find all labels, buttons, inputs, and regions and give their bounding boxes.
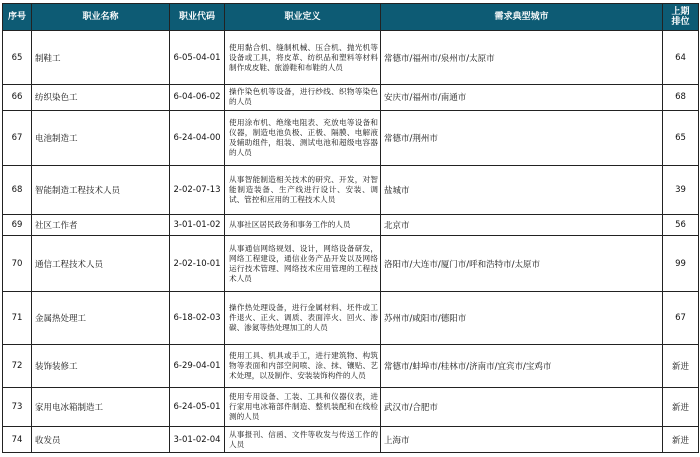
cell-name: 家用电冰箱制造工 bbox=[32, 388, 170, 427]
cell-rank: 64 bbox=[663, 31, 699, 85]
cell-code: 6-18-02-03 bbox=[170, 292, 225, 344]
header-code: 职业代码 bbox=[170, 4, 225, 31]
table-header-row bbox=[3, 4, 699, 31]
cell-no: 65 bbox=[3, 31, 32, 85]
cell-cities: 常德市/蚌埠市/桂林市/济南市/宜宾市/宝鸡市 bbox=[381, 344, 663, 388]
table-row bbox=[3, 31, 699, 85]
cell-rank: 39 bbox=[663, 165, 699, 214]
cell-no: 69 bbox=[3, 214, 32, 235]
cell-rank: 新进 bbox=[663, 388, 699, 427]
cell-definition: 从事报刊、信函、文件等收发与传送工作的人员 bbox=[225, 427, 381, 453]
cell-name: 装饰装修工 bbox=[32, 344, 170, 388]
occupation-table bbox=[2, 3, 699, 453]
table-row bbox=[3, 427, 699, 453]
cell-no: 70 bbox=[3, 236, 32, 292]
cell-definition: 从事通信网络规划、设计，网络设备研发，网络工程建设，通信业务产品开发以及网络运行技术管理、网络技术应用管理的工程技术人员 bbox=[225, 236, 381, 292]
header-no: 序号 bbox=[3, 4, 32, 31]
cell-no: 66 bbox=[3, 85, 32, 111]
cell-cities: 北京市 bbox=[381, 214, 663, 235]
header-name: 职业名称 bbox=[32, 4, 170, 31]
cell-cities: 苏州市/咸阳市/德阳市 bbox=[381, 292, 663, 344]
cell-name: 收发员 bbox=[32, 427, 170, 453]
cell-cities: 上海市 bbox=[381, 427, 663, 453]
cell-name: 纺织染色工 bbox=[32, 85, 170, 111]
table-row bbox=[3, 85, 699, 111]
cell-code: 2-02-10-01 bbox=[170, 236, 225, 292]
cell-no: 68 bbox=[3, 165, 32, 214]
cell-code: 6-05-04-01 bbox=[170, 31, 225, 85]
cell-cities: 常德市/荆州市 bbox=[381, 110, 663, 165]
cell-name: 通信工程技术人员 bbox=[32, 236, 170, 292]
cell-rank: 99 bbox=[663, 236, 699, 292]
cell-rank: 67 bbox=[663, 292, 699, 344]
cell-definition: 操作染色机等设备，进行纱线、织物等染色的人员 bbox=[225, 85, 381, 111]
cell-name: 社区工作者 bbox=[32, 214, 170, 235]
cell-name: 制鞋工 bbox=[32, 31, 170, 85]
cell-name: 金属热处理工 bbox=[32, 292, 170, 344]
cell-no: 71 bbox=[3, 292, 32, 344]
cell-code: 3-01-01-02 bbox=[170, 214, 225, 235]
cell-code: 6-29-04-01 bbox=[170, 344, 225, 388]
cell-definition: 从事智能制造相关技术的研究、开发，对智能制造装备、生产线进行设计、安装、调试、管控和应用的工程技术人员 bbox=[225, 165, 381, 214]
cell-code: 6-24-05-01 bbox=[170, 388, 225, 427]
cell-rank: 65 bbox=[663, 110, 699, 165]
cell-code: 6-04-06-02 bbox=[170, 85, 225, 111]
cell-cities: 洛阳市/大连市/厦门市/呼和浩特市/太原市 bbox=[381, 236, 663, 292]
table-row bbox=[3, 292, 699, 344]
cell-rank: 56 bbox=[663, 214, 699, 235]
cell-cities: 武汉市/合肥市 bbox=[381, 388, 663, 427]
cell-no: 74 bbox=[3, 427, 32, 453]
cell-definition: 使用专用设备、工装、工具和仪器仪表，进行家用电冰箱部件制造、整机装配和在线检测的人员 bbox=[225, 388, 381, 427]
header-rank: 上期 排位 bbox=[663, 4, 699, 31]
cell-code: 6-24-04-00 bbox=[170, 110, 225, 165]
cell-no: 67 bbox=[3, 110, 32, 165]
header-definition: 职业定义 bbox=[225, 4, 381, 31]
cell-cities: 常德市/福州市/泉州市/太原市 bbox=[381, 31, 663, 85]
header-cities: 需求典型城市 bbox=[381, 4, 663, 31]
table-row bbox=[3, 236, 699, 292]
cell-rank: 新进 bbox=[663, 427, 699, 453]
table-row bbox=[3, 388, 699, 427]
cell-definition: 使用工具、机具或手工，进行建筑物、构筑物等表面和内部空间喷、涂、抹、镶贴、艺术处理，以及制作、安装装饰构件的人员 bbox=[225, 344, 381, 388]
cell-name: 智能制造工程技术人员 bbox=[32, 165, 170, 214]
cell-no: 72 bbox=[3, 344, 32, 388]
cell-cities: 安庆市/福州市/南通市 bbox=[381, 85, 663, 111]
table-row bbox=[3, 165, 699, 214]
cell-definition: 使用涂布机、绝缘电阻表、充放电等设备和仪器，制造电池负极、正极、隔膜、电解液及辅助组件，组装、测试电池和超级电容器的人员 bbox=[225, 110, 381, 165]
cell-definition: 使用黏合机、缝制机械、压合机、抛光机等设备或工具，将皮革、纺织品和塑料等材料制作成皮鞋、旅游鞋和布鞋的人员 bbox=[225, 31, 381, 85]
table-row bbox=[3, 110, 699, 165]
cell-no: 73 bbox=[3, 388, 32, 427]
cell-cities: 盐城市 bbox=[381, 165, 663, 214]
cell-definition: 操作热处理设备，进行金属材料、坯件或工件退火、正火、调质、表面淬火、回火、渗碳、渗氮等热处理加工的人员 bbox=[225, 292, 381, 344]
cell-code: 3-01-02-04 bbox=[170, 427, 225, 453]
cell-name: 电池制造工 bbox=[32, 110, 170, 165]
table-row bbox=[3, 214, 699, 235]
cell-rank: 68 bbox=[663, 85, 699, 111]
cell-code: 2-02-07-13 bbox=[170, 165, 225, 214]
cell-definition: 从事社区居民政务和事务工作的人员 bbox=[225, 214, 381, 235]
table-row bbox=[3, 344, 699, 388]
cell-rank: 新进 bbox=[663, 344, 699, 388]
